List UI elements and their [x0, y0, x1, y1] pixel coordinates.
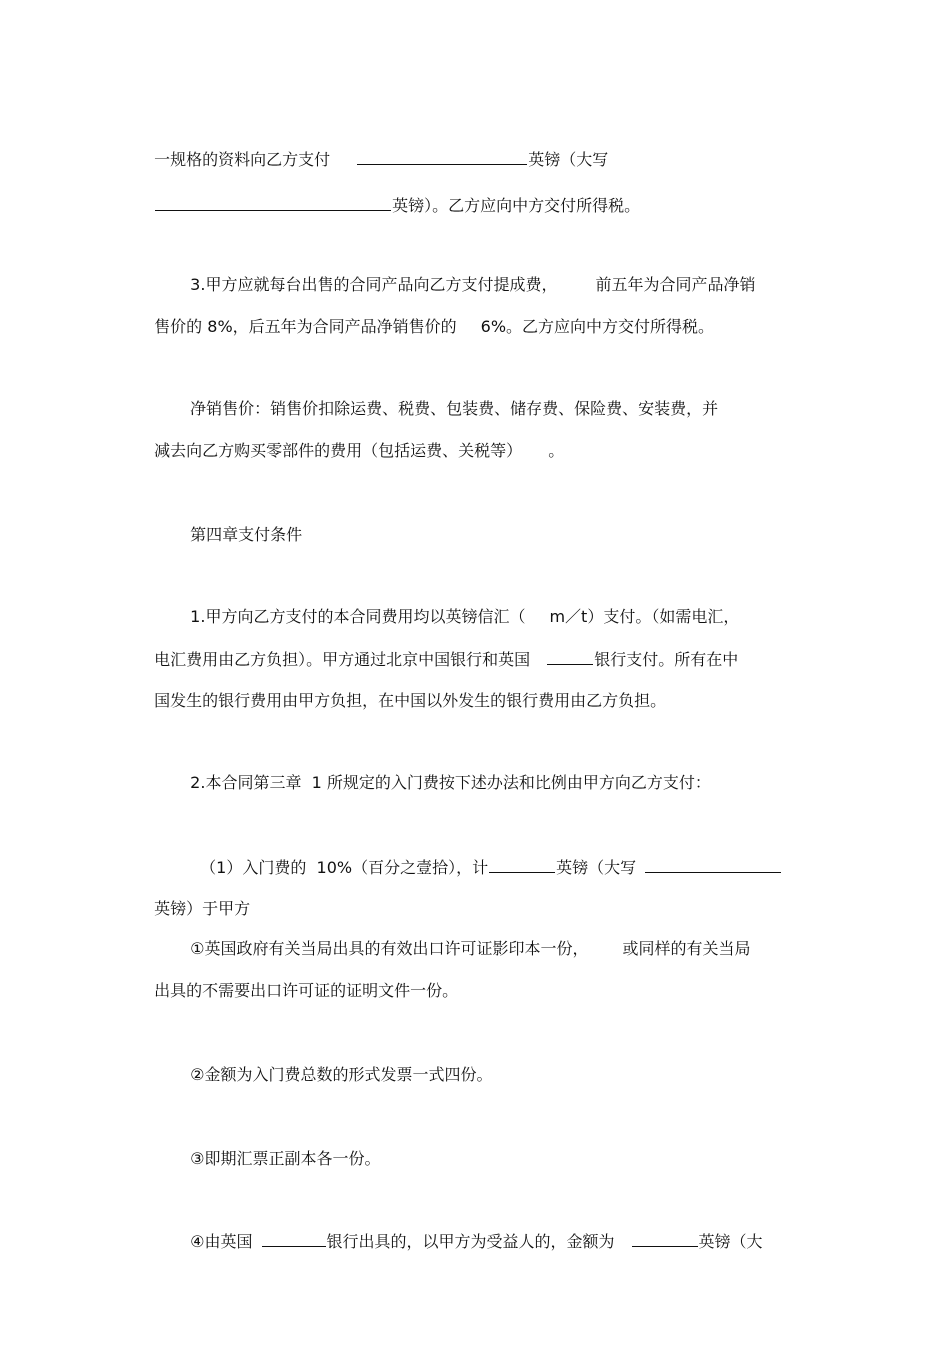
blank-field — [547, 648, 593, 665]
line-8-text-a: 1.甲方向乙方支付的本合同费用均以英镑信汇（ — [190, 607, 526, 626]
text-line-12 — [190, 834, 782, 879]
line-1-text-a: 一规格的资料向乙方支付 — [154, 150, 331, 169]
line-12-text-b: 英镑（大写 — [556, 858, 637, 877]
blank-field — [489, 856, 555, 873]
line-11-text-a: 2.本合同第三章 1 所规定的入门费按下述办法和比例由甲方向乙方支付： — [190, 773, 711, 792]
line-8-text-b: m／t）支付。（如需电汇， — [549, 607, 740, 626]
line-15-text-a: 出具的不需要出口许可证的证明文件一份。 — [154, 981, 459, 1000]
blank-field — [357, 148, 527, 165]
text-line-13 — [144, 876, 250, 920]
text-line-14 — [180, 916, 751, 960]
line-9-text-a: 电汇费用由乙方负担）。甲方通过北京中国银行和英国 — [154, 650, 531, 669]
line-12-text-a: （1）入门费的 10%（百分之壹拾），计 — [200, 858, 489, 877]
line-13-text-a: 英镑）于甲方 — [154, 899, 251, 918]
text-line-17 — [180, 1126, 381, 1170]
line-16-text-a: ②金额为入门费总数的形式发票一式四份。 — [190, 1065, 493, 1084]
line-10-text-a: 国发生的银行费用由甲方负担，在中国以外发生的银行费用由乙方负担。 — [154, 691, 667, 710]
text-line-5 — [180, 376, 718, 420]
text-line-18 — [180, 1208, 763, 1253]
line-14-text-b: 或同样的有关当局 — [622, 939, 751, 958]
line-18-text-b: 银行出具的，以甲方为受益人的，金额为 — [326, 1232, 615, 1251]
text-line-6 — [144, 418, 564, 462]
text-line-1 — [144, 126, 608, 171]
line-2-text-a: 英镑）。乙方应向中方交付所得税。 — [392, 196, 641, 215]
text-line-9 — [144, 626, 738, 671]
blank-field — [645, 856, 781, 873]
blank-field — [632, 1230, 698, 1247]
text-line-2 — [144, 172, 640, 217]
line-3-text-b: 前五年为合同产品净销 — [595, 275, 756, 294]
line-9-text-b: 银行支付。所有在中 — [594, 650, 739, 669]
line-17-text-a: ③即期汇票正副本各一份。 — [190, 1149, 381, 1168]
line-3-text-a: 3.甲方应就每台出售的合同产品向乙方支付提成费， — [190, 275, 558, 294]
text-line-10 — [144, 668, 666, 712]
line-14-text-a: ①英国政府有关当局出具的有效出口许可证影印本一份， — [190, 939, 589, 958]
line-18-text-a: ④由英国 — [190, 1232, 253, 1251]
line-6-text-a: 减去向乙方购买零部件的费用（包括运费、关税等） — [154, 441, 523, 460]
line-5-text-a: 净销售价：销售价扣除运费、税费、包装费、储存费、保险费、安装费，并 — [190, 399, 719, 418]
line-18-text-c: 英镑（大 — [698, 1232, 763, 1251]
chapter-heading — [180, 502, 302, 546]
text-line-15 — [144, 958, 458, 1002]
chapter-heading-text: 第四章支付条件 — [190, 525, 303, 544]
blank-field — [155, 194, 391, 211]
text-line-11 — [180, 750, 711, 794]
text-line-4 — [144, 294, 714, 338]
line-4-text-a: 售价的 8%，后五年为合同产品净销售价的 — [154, 317, 457, 336]
line-6-text-b: 。 — [548, 441, 565, 460]
blank-field — [262, 1230, 326, 1247]
text-line-16 — [180, 1042, 493, 1086]
line-4-text-b: 6%。乙方应向中方交付所得税。 — [480, 317, 715, 336]
text-line-3 — [180, 252, 755, 296]
line-1-text-b: 英镑（大写 — [528, 150, 609, 169]
text-line-8 — [180, 584, 739, 628]
